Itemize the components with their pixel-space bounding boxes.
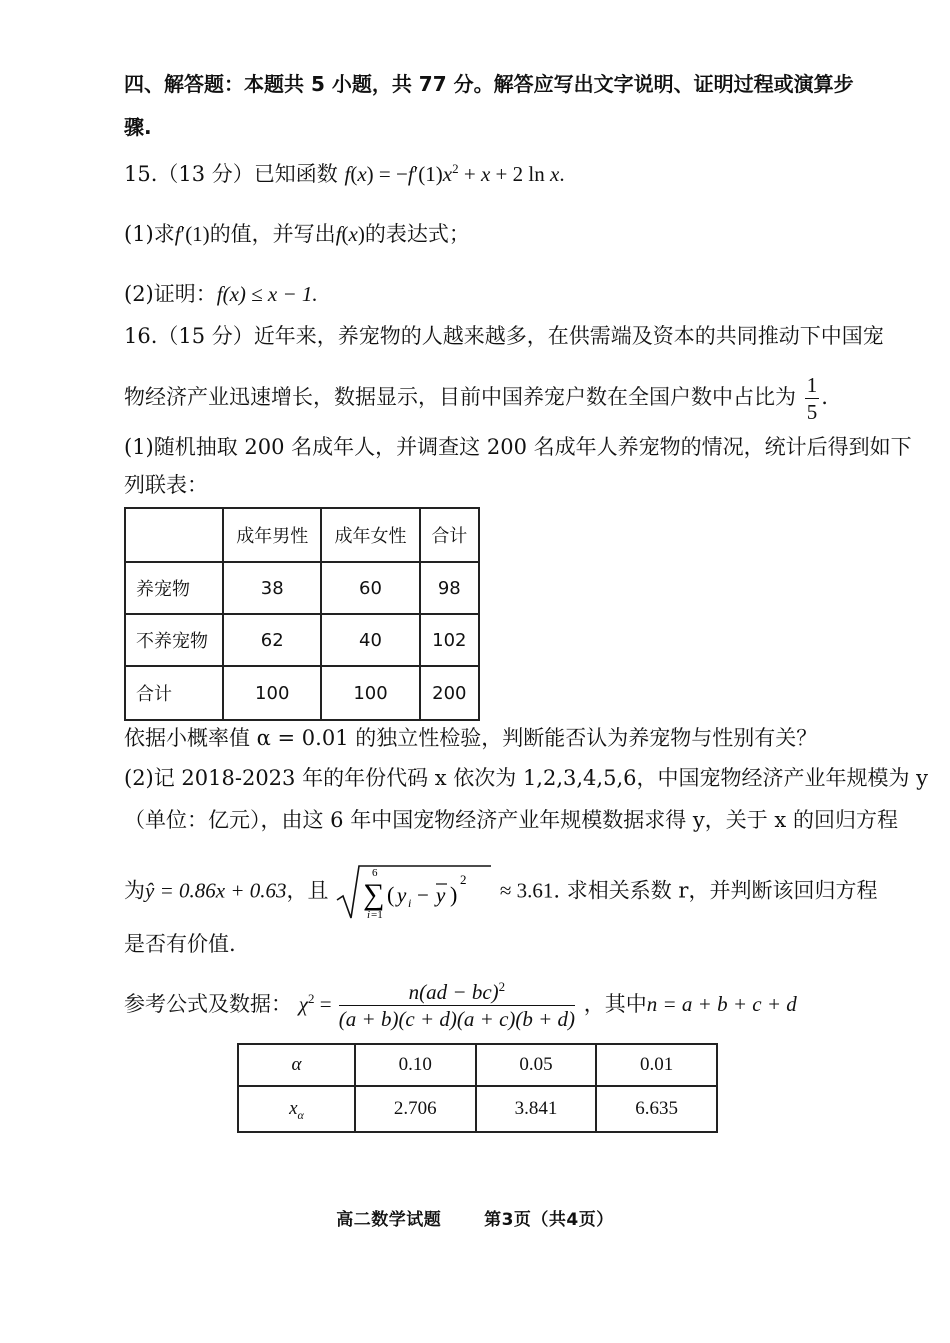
q16-part1-question-text: 依据小概率值 α = 0.01 的独立性检验，判断能否认为养宠物与性别有关？ <box>124 726 818 750</box>
contingency-table <box>124 507 480 721</box>
q16-part2-text2: （单位：亿元），由这 6 年中国宠物经济产业年规模数据求得 y，关于 x 的回归方程 <box>124 808 898 832</box>
q16-part2-line2 <box>124 806 898 834</box>
q15-part2-formula: f(x) ≤ x − 1. <box>216 282 318 306</box>
approx-value: ≈ 3.61 <box>499 878 554 903</box>
table-header-cell: 合计 <box>420 508 479 562</box>
q16-stem-line1 <box>124 322 884 350</box>
alpha-label-cell: α <box>238 1044 355 1086</box>
table-cell: 98 <box>420 562 479 614</box>
q16-part2-text1: (2)记 2018-2023 年的年份代码 x 依次为 1,2,3,4,5,6，中国宠物经济产业年规模为 y <box>124 766 929 790</box>
footer-page-number: 第3页（共4页） <box>484 1210 614 1230</box>
q16-stem-line2: 物经济产业迅速增长，数据显示，目前中国养宠户数在全国户数中占比为 $\frac{1}{5}$ . <box>124 373 828 424</box>
section-heading-cont-text: 骤. <box>124 115 152 139</box>
q16-part2-line3 <box>124 862 877 922</box>
section-heading-text: 四、解答题：本题共 5 小题，共 77 分。解答应写出文字说明、证明过程或演算步 <box>124 72 854 96</box>
sqrt-sum-formula <box>335 862 493 922</box>
section-heading-cont <box>124 113 152 141</box>
svg-text:y: y <box>397 883 407 907</box>
q16-frac-den: 5 <box>806 400 818 424</box>
page-footer <box>0 1205 950 1230</box>
table-cell: 200 <box>420 666 479 720</box>
svg-text:=1: =1 <box>371 909 383 921</box>
q16-part2-line1 <box>124 764 928 792</box>
table-cell: 2.706 <box>355 1086 476 1132</box>
table-cell: 40 <box>321 614 419 666</box>
table-cell: 3.841 <box>476 1086 597 1132</box>
q16-score: （15 分） <box>157 324 254 348</box>
svg-text:): ) <box>450 882 458 907</box>
table-cell: 养宠物 <box>125 562 223 614</box>
q16-part1-text2: 列联表： <box>124 473 208 497</box>
x-alpha-label-cell: $x_\alpha$ <box>238 1086 355 1132</box>
q15-part1-mid: 的值，并写出 <box>209 222 336 246</box>
table-cell: 60 <box>321 562 419 614</box>
q16-part2-prefix: 为 <box>124 878 145 903</box>
table-cell: 100 <box>223 666 321 720</box>
q15-part2-prefix: (2)证明： <box>124 282 217 306</box>
table-cell: 0.05 <box>476 1044 597 1086</box>
table-row <box>125 614 479 666</box>
svg-text:6: 6 <box>372 867 378 879</box>
q15-part2 <box>124 280 318 308</box>
q16-part1-line1 <box>124 433 912 461</box>
table-cell: 不养宠物 <box>125 614 223 666</box>
table-row <box>125 666 479 720</box>
q16-number: 16. <box>124 324 158 348</box>
svg-text:∑: ∑ <box>363 878 385 911</box>
table-row <box>125 562 479 614</box>
sqrt-sum-svg <box>335 862 493 922</box>
table-cell: 100 <box>321 666 419 720</box>
q16-part1-text1: (1)随机抽取 200 名成年人，并调查这 200 名成年人养宠物的情况，统计后得到如下 <box>124 435 912 459</box>
reference-formula: 参考公式及数据： $\chi^2$ = $\frac{n(ad - bc)^2}{(a + b)(c + d)(a + c)(b + d)}$ ，其中n = a + b + c + d <box>124 979 797 1031</box>
table-row <box>238 1086 717 1132</box>
q16-frac-num: 1 <box>806 373 818 397</box>
table-cell: 62 <box>223 614 321 666</box>
q16-line2: 物经济产业迅速增长，数据显示，目前中国养宠户数在全国户数中占比为 <box>124 385 796 409</box>
q16-line1: 近年来，养宠物的人越来越多，在供需端及资本的共同推动下中国宠 <box>253 324 884 348</box>
svg-text:y: y <box>436 883 446 907</box>
svg-text:(: ( <box>387 882 395 907</box>
q15-stem: 15.（13 分）已知函数 $f(x) = -f'(1)x^2 + x + 2$ ln x. <box>124 161 565 186</box>
table-cell: 6.635 <box>596 1086 717 1132</box>
ref-prefix: 参考公式及数据： <box>124 992 292 1016</box>
q16-part1-line2 <box>124 471 208 499</box>
chi-square-symbol: χ <box>298 992 308 1016</box>
table-cell: 102 <box>420 614 479 666</box>
svg-text:−: − <box>417 883 430 907</box>
q15-part1: (1)求f′(1)的值，并写出f(x)的表达式； <box>124 222 470 246</box>
svg-text:i: i <box>408 896 412 910</box>
table-cell: 合计 <box>125 666 223 720</box>
q16-part2-line4 <box>124 930 236 958</box>
q16-part2-mid: ，且 <box>286 878 329 903</box>
q16-part2-text4: 是否有价值. <box>124 932 236 956</box>
ref-where: ，其中 <box>583 992 647 1016</box>
table-header-cell <box>125 508 223 562</box>
footer-subject: 高二数学试题 <box>336 1210 442 1230</box>
q15-number: 15. <box>124 162 158 186</box>
table-cell: 38 <box>223 562 321 614</box>
q16-part1-question <box>124 724 817 752</box>
table-header-row <box>125 508 479 562</box>
svg-text:i: i <box>367 909 371 921</box>
q15-part1-prefix: (1)求 <box>124 222 175 246</box>
chi-square-fraction: $\frac{n(ad - bc)^2}{(a + b)(c + d)(a + c)(b + d)}$ <box>338 979 576 1031</box>
q16-fraction <box>805 372 820 425</box>
q15-function-formula: f <box>344 162 351 186</box>
table-cell: 0.10 <box>355 1044 476 1086</box>
table-cell: 0.01 <box>596 1044 717 1086</box>
ref-n-formula: n = a + b + c + d <box>646 992 797 1016</box>
svg-text:2: 2 <box>460 872 467 887</box>
table-header-cell: 成年女性 <box>321 508 419 562</box>
table-header-cell: 成年男性 <box>223 508 321 562</box>
regression-equation: ŷ = 0.86x + 0.63 <box>145 878 287 903</box>
critical-value-table <box>237 1043 718 1133</box>
q15-score: （13 分） <box>157 162 254 186</box>
q15-part1-suffix: 的表达式； <box>364 222 470 246</box>
q15-intro: 已知函数 <box>253 162 338 186</box>
section-heading <box>124 70 854 98</box>
q16-part2-suffix: . 求相关系数 r，并判断该回归方程 <box>553 878 878 903</box>
table-row <box>238 1044 717 1086</box>
